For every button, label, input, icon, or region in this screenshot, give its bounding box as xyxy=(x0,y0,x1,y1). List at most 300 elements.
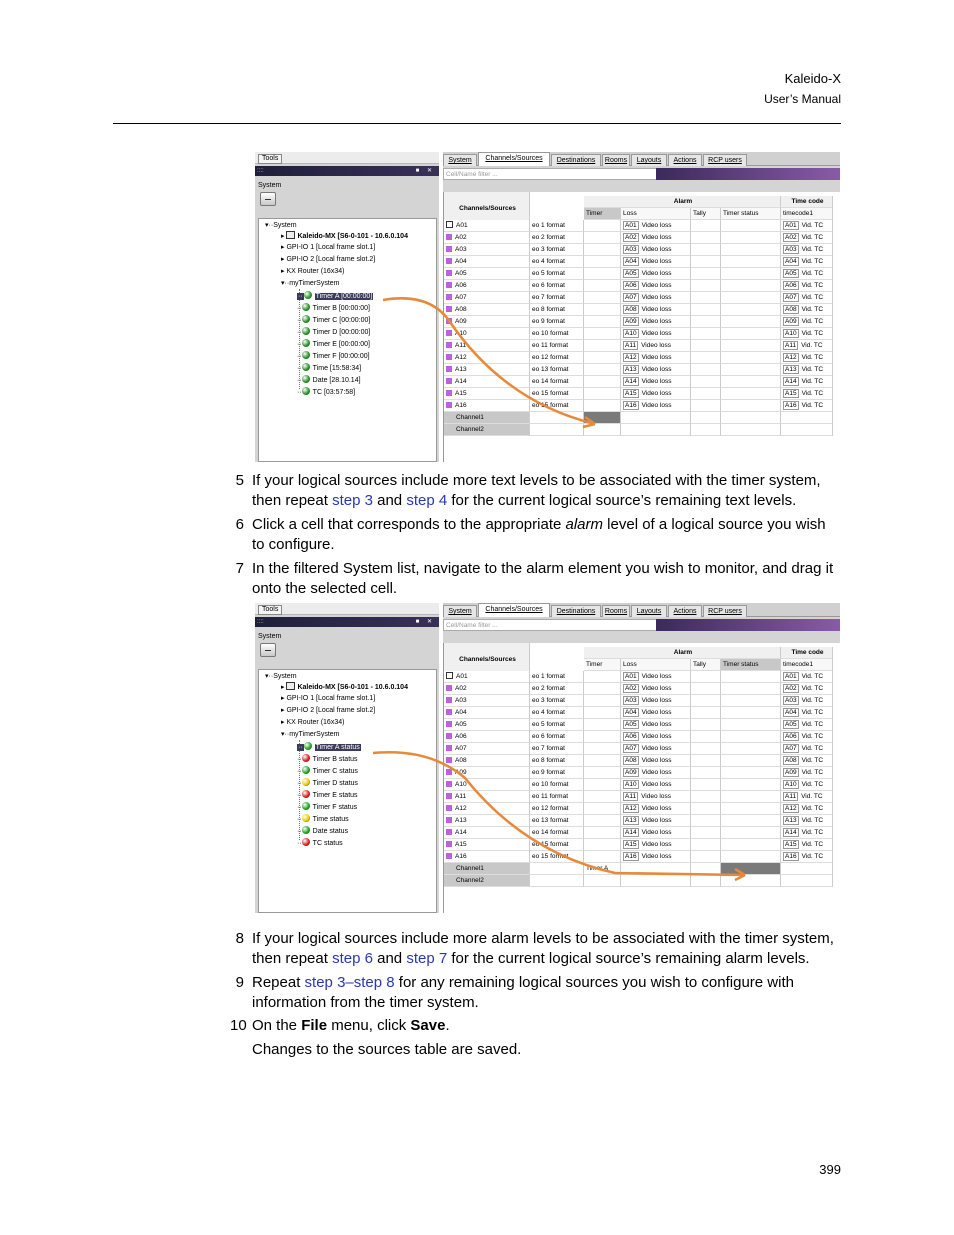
row-tc-cell[interactable] xyxy=(781,743,833,755)
row-tally-cell[interactable] xyxy=(691,352,721,364)
row-timer-status-cell[interactable] xyxy=(721,400,781,412)
row-timer-status-cell[interactable] xyxy=(721,280,781,292)
tree-gpio-2[interactable] xyxy=(281,706,375,715)
row-timer-cell[interactable] xyxy=(584,707,621,719)
row-loss-cell[interactable] xyxy=(621,851,691,863)
row-timer-status-cell[interactable] xyxy=(721,316,781,328)
row-format-cell[interactable]: eo 10 format xyxy=(530,779,584,791)
row-format-cell[interactable]: eo 8 format xyxy=(530,755,584,767)
row-format-cell[interactable]: eo 14 format xyxy=(530,827,584,839)
row-loss-cell[interactable] xyxy=(621,220,691,232)
tree-expander-icon[interactable]: ▸ xyxy=(281,719,287,726)
row-timer-status-cell[interactable] xyxy=(721,256,781,268)
row-tally-cell[interactable] xyxy=(691,719,721,731)
row-loss-cell[interactable] xyxy=(621,791,691,803)
step-7-link[interactable]: step 7 xyxy=(406,950,448,967)
tab-rcp-users[interactable]: RCP users xyxy=(703,605,747,617)
tree-timer-item[interactable]: ·· Timer F [00:00:00] xyxy=(297,353,370,360)
row-timer-status-cell[interactable] xyxy=(721,220,781,232)
row-timer-cell[interactable] xyxy=(584,827,621,839)
row-tc-cell[interactable] xyxy=(781,791,833,803)
tree-timer-item[interactable]: ·· Date status xyxy=(297,828,349,835)
tree-expander-icon[interactable]: ▾·· xyxy=(265,673,274,680)
row-channel-cell[interactable] xyxy=(444,376,530,388)
row-timer-status-cell[interactable] xyxy=(721,232,781,244)
channel-row-cell[interactable] xyxy=(621,875,691,887)
row-channel-cell[interactable] xyxy=(444,695,530,707)
row-timer-status-cell[interactable] xyxy=(721,340,781,352)
row-tc-cell[interactable] xyxy=(781,400,833,412)
row-format-cell[interactable]: eo 13 format xyxy=(530,815,584,827)
row-tc-cell[interactable] xyxy=(781,839,833,851)
tree-expander-icon[interactable]: ▸ xyxy=(281,244,287,251)
row-loss-cell[interactable] xyxy=(621,839,691,851)
row-loss-cell[interactable] xyxy=(621,743,691,755)
row-channel-cell[interactable] xyxy=(444,232,530,244)
row-timer-status-cell[interactable] xyxy=(721,719,781,731)
row-timer-cell[interactable] xyxy=(584,316,621,328)
tab-channels-sources[interactable]: Channels/Sources xyxy=(478,603,550,617)
row-tally-cell[interactable] xyxy=(691,340,721,352)
row-timer-status-cell[interactable] xyxy=(721,268,781,280)
row-tally-cell[interactable] xyxy=(691,220,721,232)
tree-gpio-2[interactable] xyxy=(281,255,375,264)
row-format-cell[interactable]: eo 2 format xyxy=(530,683,584,695)
row-channel-cell[interactable] xyxy=(444,719,530,731)
row-loss-cell[interactable] xyxy=(621,352,691,364)
channel-row-cell[interactable] xyxy=(530,863,584,875)
row-loss-cell[interactable] xyxy=(621,400,691,412)
channel-row-name[interactable]: Channel1 xyxy=(444,412,530,424)
row-tally-cell[interactable] xyxy=(691,731,721,743)
row-channel-cell[interactable] xyxy=(444,256,530,268)
row-channel-cell[interactable] xyxy=(444,388,530,400)
tree-gpio-1[interactable] xyxy=(281,243,375,252)
row-channel-cell[interactable] xyxy=(444,671,530,683)
row-tally-cell[interactable] xyxy=(691,268,721,280)
tree-system[interactable] xyxy=(265,221,297,230)
row-format-cell[interactable]: eo 1 format xyxy=(530,220,584,232)
row-channel-cell[interactable] xyxy=(444,364,530,376)
tree-timer-item[interactable]: ·· Timer D status xyxy=(297,780,358,787)
tree-timer-item[interactable]: ·· Timer C [00:00:00] xyxy=(297,317,371,324)
channel-row-cell[interactable] xyxy=(584,424,621,436)
row-channel-cell[interactable] xyxy=(444,755,530,767)
row-tc-cell[interactable] xyxy=(781,280,833,292)
row-channel-cell[interactable] xyxy=(444,352,530,364)
row-channel-cell[interactable] xyxy=(444,328,530,340)
tree-expander-icon[interactable]: ▸ xyxy=(281,684,287,691)
tree-timer-item[interactable]: ·· Time status xyxy=(297,816,349,823)
channel-row-cell[interactable] xyxy=(584,875,621,887)
channel-row-cell[interactable] xyxy=(691,863,721,875)
row-loss-cell[interactable] xyxy=(621,827,691,839)
tree-timer-item[interactable]: ·· Timer A [00:00:00] xyxy=(298,293,373,300)
channel-row-cell[interactable] xyxy=(781,875,833,887)
tools-menu[interactable]: Tools xyxy=(258,605,282,615)
step-4-link[interactable]: step 4 xyxy=(406,492,448,509)
row-timer-cell[interactable] xyxy=(584,340,621,352)
row-format-cell[interactable]: eo 10 format xyxy=(530,328,584,340)
row-tally-cell[interactable] xyxy=(691,328,721,340)
col-header-loss[interactable]: Loss xyxy=(621,208,691,220)
row-loss-cell[interactable] xyxy=(621,803,691,815)
tab-system[interactable]: System xyxy=(443,154,477,166)
row-tally-cell[interactable] xyxy=(691,779,721,791)
tab-layouts[interactable]: Layouts xyxy=(631,154,667,166)
row-format-cell[interactable]: eo 5 format xyxy=(530,268,584,280)
row-timer-status-cell[interactable] xyxy=(721,328,781,340)
row-timer-status-cell[interactable] xyxy=(721,244,781,256)
row-format-cell[interactable]: eo 9 format xyxy=(530,316,584,328)
tab-destinations[interactable]: Destinations xyxy=(551,605,601,617)
row-format-cell[interactable]: eo 5 format xyxy=(530,719,584,731)
row-timer-status-cell[interactable] xyxy=(721,352,781,364)
tab-layouts[interactable]: Layouts xyxy=(631,605,667,617)
row-tc-cell[interactable] xyxy=(781,268,833,280)
row-loss-cell[interactable] xyxy=(621,719,691,731)
tab-actions[interactable]: Actions xyxy=(668,154,702,166)
row-timer-cell[interactable] xyxy=(584,779,621,791)
row-timer-cell[interactable] xyxy=(584,292,621,304)
row-timer-cell[interactable] xyxy=(584,376,621,388)
channel-row-cell[interactable] xyxy=(691,875,721,887)
step-6-link[interactable]: step 6 xyxy=(332,950,373,967)
tree-timer-item[interactable]: ·· Timer F status xyxy=(297,804,358,811)
tree-expander-icon[interactable]: ▸ xyxy=(281,256,287,263)
row-format-cell[interactable]: eo 15 format xyxy=(530,839,584,851)
row-tc-cell[interactable] xyxy=(781,352,833,364)
tree-timer-item[interactable]: ·· Timer D [00:00:00] xyxy=(297,329,371,336)
row-tally-cell[interactable] xyxy=(691,376,721,388)
row-channel-cell[interactable] xyxy=(444,803,530,815)
row-timer-status-cell[interactable] xyxy=(721,791,781,803)
filter-input[interactable]: Cell/Name filter ... xyxy=(443,168,840,180)
row-format-cell[interactable]: eo 9 format xyxy=(530,767,584,779)
row-tc-cell[interactable] xyxy=(781,827,833,839)
row-tc-cell[interactable] xyxy=(781,256,833,268)
channel-row-name[interactable]: Channel1 xyxy=(444,863,530,875)
panel-window-buttons[interactable]: ■ ✕ xyxy=(415,619,435,625)
row-timer-status-cell[interactable] xyxy=(721,755,781,767)
row-channel-cell[interactable] xyxy=(444,244,530,256)
row-timer-status-cell[interactable] xyxy=(721,743,781,755)
row-tally-cell[interactable] xyxy=(691,671,721,683)
col-header-tc[interactable]: timecode1 xyxy=(781,659,833,671)
row-loss-cell[interactable] xyxy=(621,244,691,256)
row-timer-cell[interactable] xyxy=(584,803,621,815)
tree-timer-item[interactable]: ·· Timer B [00:00:00] xyxy=(297,305,370,312)
channel-row-cell[interactable] xyxy=(584,412,621,424)
system-collapse-button[interactable] xyxy=(260,192,276,206)
tab-rcp-users[interactable]: RCP users xyxy=(703,154,747,166)
row-tally-cell[interactable] xyxy=(691,803,721,815)
tree-expander-icon[interactable]: ▸ xyxy=(281,707,287,714)
row-timer-cell[interactable] xyxy=(584,400,621,412)
col-header-tstat[interactable]: Timer status xyxy=(721,208,781,220)
tree-timer-item[interactable]: ·· Timer B status xyxy=(297,756,358,763)
row-tc-cell[interactable] xyxy=(781,719,833,731)
row-tc-cell[interactable] xyxy=(781,755,833,767)
row-timer-cell[interactable] xyxy=(584,839,621,851)
row-loss-cell[interactable] xyxy=(621,364,691,376)
row-channel-cell[interactable] xyxy=(444,779,530,791)
row-format-cell[interactable]: eo 8 format xyxy=(530,304,584,316)
channel-timer-cell[interactable]: Timer A xyxy=(584,863,621,875)
tree-timer-system[interactable] xyxy=(281,279,339,288)
row-loss-cell[interactable] xyxy=(621,731,691,743)
row-channel-cell[interactable] xyxy=(444,815,530,827)
row-channel-cell[interactable] xyxy=(444,767,530,779)
row-tally-cell[interactable] xyxy=(691,280,721,292)
row-format-cell[interactable]: eo 12 format xyxy=(530,803,584,815)
row-tally-cell[interactable] xyxy=(691,767,721,779)
row-channel-cell[interactable] xyxy=(444,731,530,743)
channel-row-cell[interactable] xyxy=(621,863,691,875)
row-timer-cell[interactable] xyxy=(584,791,621,803)
row-loss-cell[interactable] xyxy=(621,376,691,388)
row-channel-cell[interactable] xyxy=(444,316,530,328)
row-tally-cell[interactable] xyxy=(691,755,721,767)
channel-row-cell[interactable] xyxy=(781,412,833,424)
col-header-timer[interactable]: Timer xyxy=(584,659,621,671)
col-header-tally[interactable]: Tally xyxy=(691,208,721,220)
tab-channels-sources[interactable]: Channels/Sources xyxy=(478,152,550,166)
row-timer-status-cell[interactable] xyxy=(721,304,781,316)
row-timer-status-cell[interactable] xyxy=(721,839,781,851)
row-format-cell[interactable]: eo 15 format xyxy=(530,400,584,412)
row-timer-cell[interactable] xyxy=(584,719,621,731)
row-channel-cell[interactable] xyxy=(444,220,530,232)
tree-expander-icon[interactable]: ▾·· xyxy=(281,280,290,287)
channel-row-cell[interactable] xyxy=(530,424,584,436)
tree-kx-router[interactable] xyxy=(281,718,344,727)
tree-timer-item[interactable]: ·· Time [15:58:34] xyxy=(297,365,362,372)
row-tc-cell[interactable] xyxy=(781,292,833,304)
row-tally-cell[interactable] xyxy=(691,827,721,839)
channel-row-cell[interactable] xyxy=(691,412,721,424)
row-format-cell[interactable]: eo 12 format xyxy=(530,352,584,364)
row-tally-cell[interactable] xyxy=(691,851,721,863)
row-format-cell[interactable]: eo 15 format xyxy=(530,851,584,863)
row-loss-cell[interactable] xyxy=(621,280,691,292)
row-loss-cell[interactable] xyxy=(621,755,691,767)
tree-expander-icon[interactable]: ▸ xyxy=(281,695,287,702)
row-format-cell[interactable]: eo 7 format xyxy=(530,743,584,755)
row-timer-status-cell[interactable] xyxy=(721,731,781,743)
row-channel-cell[interactable] xyxy=(444,292,530,304)
row-tc-cell[interactable] xyxy=(781,731,833,743)
channel-row-cell[interactable] xyxy=(721,424,781,436)
row-loss-cell[interactable] xyxy=(621,671,691,683)
col-header-tstat[interactable]: Timer status xyxy=(721,659,781,671)
row-loss-cell[interactable] xyxy=(621,232,691,244)
tree-timer-item[interactable]: ·· TC status xyxy=(297,840,343,847)
row-tally-cell[interactable] xyxy=(691,256,721,268)
row-timer-status-cell[interactable] xyxy=(721,767,781,779)
row-tc-cell[interactable] xyxy=(781,244,833,256)
row-tally-cell[interactable] xyxy=(691,791,721,803)
channel-row-cell[interactable] xyxy=(691,424,721,436)
row-format-cell[interactable]: eo 15 format xyxy=(530,388,584,400)
row-timer-status-cell[interactable] xyxy=(721,827,781,839)
tree-kaleido-mx[interactable] xyxy=(281,231,408,241)
row-timer-status-cell[interactable] xyxy=(721,376,781,388)
row-timer-status-cell[interactable] xyxy=(721,707,781,719)
tab-system[interactable]: System xyxy=(443,605,477,617)
row-tc-cell[interactable] xyxy=(781,815,833,827)
row-channel-cell[interactable] xyxy=(444,304,530,316)
row-format-cell[interactable]: eo 14 format xyxy=(530,376,584,388)
row-timer-cell[interactable] xyxy=(584,280,621,292)
tree-timer-system[interactable] xyxy=(281,730,339,739)
channel-row-cell[interactable] xyxy=(621,424,691,436)
row-format-cell[interactable]: eo 7 format xyxy=(530,292,584,304)
tab-rooms[interactable]: Rooms xyxy=(602,154,630,166)
step-3-link[interactable]: step 3 xyxy=(332,492,373,509)
row-format-cell[interactable]: eo 2 format xyxy=(530,232,584,244)
row-loss-cell[interactable] xyxy=(621,292,691,304)
row-format-cell[interactable]: eo 3 format xyxy=(530,695,584,707)
row-tc-cell[interactable] xyxy=(781,364,833,376)
row-format-cell[interactable]: eo 1 format xyxy=(530,671,584,683)
row-tally-cell[interactable] xyxy=(691,364,721,376)
row-tally-cell[interactable] xyxy=(691,232,721,244)
row-tc-cell[interactable] xyxy=(781,340,833,352)
row-timer-cell[interactable] xyxy=(584,352,621,364)
row-timer-cell[interactable] xyxy=(584,755,621,767)
row-timer-status-cell[interactable] xyxy=(721,292,781,304)
row-timer-cell[interactable] xyxy=(584,683,621,695)
row-tally-cell[interactable] xyxy=(691,400,721,412)
row-tally-cell[interactable] xyxy=(691,743,721,755)
row-format-cell[interactable]: eo 4 format xyxy=(530,256,584,268)
channel-row-cell[interactable] xyxy=(721,875,781,887)
tree-timer-item[interactable]: ·· Timer E status xyxy=(297,792,358,799)
row-loss-cell[interactable] xyxy=(621,256,691,268)
row-tc-cell[interactable] xyxy=(781,707,833,719)
tree-expander-icon[interactable]: ▸ xyxy=(281,268,287,275)
row-channel-cell[interactable] xyxy=(444,851,530,863)
tree-system[interactable] xyxy=(265,672,297,681)
row-timer-cell[interactable] xyxy=(584,256,621,268)
col-header-timer[interactable]: Timer xyxy=(584,208,621,220)
tree-timer-item[interactable]: ·· Timer A status xyxy=(298,744,360,751)
tree-expander-icon[interactable]: ▾·· xyxy=(265,222,274,229)
row-channel-cell[interactable] xyxy=(444,268,530,280)
row-tc-cell[interactable] xyxy=(781,304,833,316)
row-tc-cell[interactable] xyxy=(781,803,833,815)
row-format-cell[interactable]: eo 6 format xyxy=(530,731,584,743)
row-channel-cell[interactable] xyxy=(444,707,530,719)
col-header-tc[interactable]: timecode1 xyxy=(781,208,833,220)
col-header-tally[interactable]: Tally xyxy=(691,659,721,671)
row-tally-cell[interactable] xyxy=(691,815,721,827)
row-tc-cell[interactable] xyxy=(781,767,833,779)
row-timer-cell[interactable] xyxy=(584,851,621,863)
row-loss-cell[interactable] xyxy=(621,304,691,316)
row-timer-cell[interactable] xyxy=(584,328,621,340)
channel-row-cell[interactable] xyxy=(721,863,781,875)
row-timer-cell[interactable] xyxy=(584,815,621,827)
filter-input[interactable]: Cell/Name filter ... xyxy=(443,619,840,631)
row-loss-cell[interactable] xyxy=(621,340,691,352)
row-tc-cell[interactable] xyxy=(781,683,833,695)
row-timer-status-cell[interactable] xyxy=(721,388,781,400)
row-timer-cell[interactable] xyxy=(584,731,621,743)
row-timer-status-cell[interactable] xyxy=(721,779,781,791)
row-tc-cell[interactable] xyxy=(781,376,833,388)
tree-kaleido-mx[interactable] xyxy=(281,682,408,692)
row-tc-cell[interactable] xyxy=(781,388,833,400)
tools-menu[interactable]: Tools xyxy=(258,154,282,164)
row-format-cell[interactable]: eo 11 format xyxy=(530,791,584,803)
row-tc-cell[interactable] xyxy=(781,779,833,791)
channel-row-name[interactable]: Channel2 xyxy=(444,424,530,436)
row-timer-cell[interactable] xyxy=(584,220,621,232)
tree-gpio-1[interactable] xyxy=(281,694,375,703)
row-channel-cell[interactable] xyxy=(444,827,530,839)
system-collapse-button[interactable] xyxy=(260,643,276,657)
channel-row-cell[interactable] xyxy=(530,875,584,887)
row-timer-cell[interactable] xyxy=(584,364,621,376)
row-format-cell[interactable]: eo 13 format xyxy=(530,364,584,376)
row-loss-cell[interactable] xyxy=(621,683,691,695)
row-channel-cell[interactable] xyxy=(444,400,530,412)
tree-timer-item[interactable]: ·· Timer C status xyxy=(297,768,358,775)
row-tc-cell[interactable] xyxy=(781,695,833,707)
row-channel-cell[interactable] xyxy=(444,683,530,695)
row-timer-cell[interactable] xyxy=(584,232,621,244)
tab-rooms[interactable]: Rooms xyxy=(602,605,630,617)
step-range-link[interactable]: step 3–step 8 xyxy=(304,974,395,991)
row-timer-cell[interactable] xyxy=(584,743,621,755)
row-tally-cell[interactable] xyxy=(691,244,721,256)
row-timer-cell[interactable] xyxy=(584,671,621,683)
row-timer-cell[interactable] xyxy=(584,304,621,316)
row-channel-cell[interactable] xyxy=(444,280,530,292)
row-timer-cell[interactable] xyxy=(584,244,621,256)
row-channel-cell[interactable] xyxy=(444,839,530,851)
row-tally-cell[interactable] xyxy=(691,292,721,304)
tab-destinations[interactable]: Destinations xyxy=(551,154,601,166)
row-tc-cell[interactable] xyxy=(781,328,833,340)
row-format-cell[interactable]: eo 11 format xyxy=(530,340,584,352)
row-format-cell[interactable]: eo 4 format xyxy=(530,707,584,719)
row-loss-cell[interactable] xyxy=(621,316,691,328)
col-header-loss[interactable]: Loss xyxy=(621,659,691,671)
row-loss-cell[interactable] xyxy=(621,695,691,707)
row-channel-cell[interactable] xyxy=(444,791,530,803)
row-timer-status-cell[interactable] xyxy=(721,683,781,695)
channel-row-cell[interactable] xyxy=(621,412,691,424)
row-loss-cell[interactable] xyxy=(621,707,691,719)
row-tally-cell[interactable] xyxy=(691,839,721,851)
row-timer-status-cell[interactable] xyxy=(721,803,781,815)
row-tally-cell[interactable] xyxy=(691,683,721,695)
row-tally-cell[interactable] xyxy=(691,707,721,719)
row-tally-cell[interactable] xyxy=(691,304,721,316)
tree-kx-router[interactable] xyxy=(281,267,344,276)
row-timer-cell[interactable] xyxy=(584,695,621,707)
row-tc-cell[interactable] xyxy=(781,232,833,244)
row-tally-cell[interactable] xyxy=(691,388,721,400)
row-loss-cell[interactable] xyxy=(621,779,691,791)
row-tc-cell[interactable] xyxy=(781,220,833,232)
panel-window-buttons[interactable]: ■ ✕ xyxy=(415,168,435,174)
row-channel-cell[interactable] xyxy=(444,743,530,755)
row-timer-status-cell[interactable] xyxy=(721,815,781,827)
